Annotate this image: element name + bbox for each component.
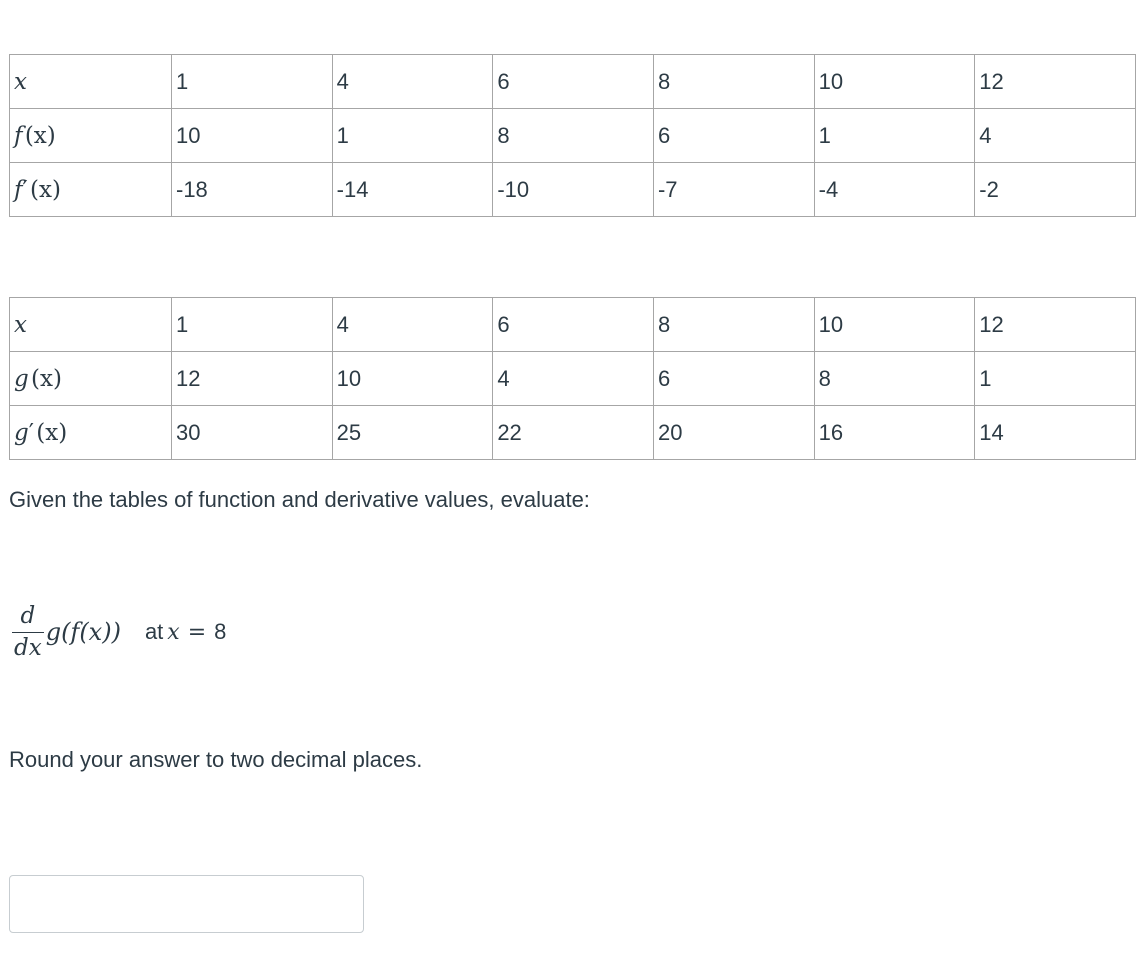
table-cell: -4 — [814, 163, 975, 217]
row-header-x: x — [10, 55, 172, 109]
table-cell: 20 — [653, 406, 814, 460]
table-cell: 22 — [493, 406, 654, 460]
table-cell: 10 — [172, 109, 333, 163]
table-cell: 1 — [172, 55, 333, 109]
answer-input[interactable] — [9, 875, 364, 933]
table-cell: 8 — [653, 298, 814, 352]
row-header-x: x — [10, 298, 172, 352]
table-cell: 6 — [493, 298, 654, 352]
table-cell: 14 — [975, 406, 1136, 460]
table-cell: -10 — [493, 163, 654, 217]
g-row — [10, 352, 1136, 406]
composite-function: g(f(x)) — [45, 618, 121, 646]
table-cell: 30 — [172, 406, 333, 460]
table-cell: 10 — [332, 352, 493, 406]
table-cell: 1 — [975, 352, 1136, 406]
table-cell: 6 — [493, 55, 654, 109]
f-prime-row — [10, 163, 1136, 217]
row-header-g-prime: g′ (x) — [10, 406, 172, 460]
derivative-operator: $\frac{d}{dx}$ — [14, 603, 42, 661]
g-values-table — [9, 297, 1136, 460]
table-cell: 16 — [814, 406, 975, 460]
table-cell: 8 — [653, 55, 814, 109]
question-prompt: Given the tables of function and derivative values, evaluate: — [9, 487, 590, 512]
table-cell: 8 — [493, 109, 654, 163]
table-cell: -14 — [332, 163, 493, 217]
x-row — [10, 298, 1136, 352]
f-row — [10, 109, 1136, 163]
table-cell: 25 — [332, 406, 493, 460]
table-cell: 1 — [172, 298, 333, 352]
derivative-expression — [12, 592, 226, 672]
table-cell: 4 — [975, 109, 1136, 163]
table-cell: 6 — [653, 352, 814, 406]
row-header-f-prime: f′ (x) — [10, 163, 172, 217]
table-cell: 6 — [653, 109, 814, 163]
table-cell: -7 — [653, 163, 814, 217]
row-header-f: f (x) — [10, 109, 172, 163]
table-cell: 4 — [332, 298, 493, 352]
table-cell: 12 — [975, 55, 1136, 109]
table-cell: 10 — [814, 55, 975, 109]
table-cell: 4 — [493, 352, 654, 406]
row-header-g: g (x) — [10, 352, 172, 406]
table-cell: 10 — [814, 298, 975, 352]
g-prime-row — [10, 406, 1136, 460]
table-cell: 12 — [975, 298, 1136, 352]
table-cell: -18 — [172, 163, 333, 217]
f-values-table — [9, 54, 1136, 217]
evaluation-point: at x = 8 — [144, 619, 227, 645]
rounding-instruction: Round your answer to two decimal places. — [9, 747, 423, 772]
table-cell: 1 — [332, 109, 493, 163]
x-row — [10, 55, 1136, 109]
table-cell: 1 — [814, 109, 975, 163]
table-cell: 12 — [172, 352, 333, 406]
table-cell: 4 — [332, 55, 493, 109]
table-cell: 8 — [814, 352, 975, 406]
table-cell: -2 — [975, 163, 1136, 217]
